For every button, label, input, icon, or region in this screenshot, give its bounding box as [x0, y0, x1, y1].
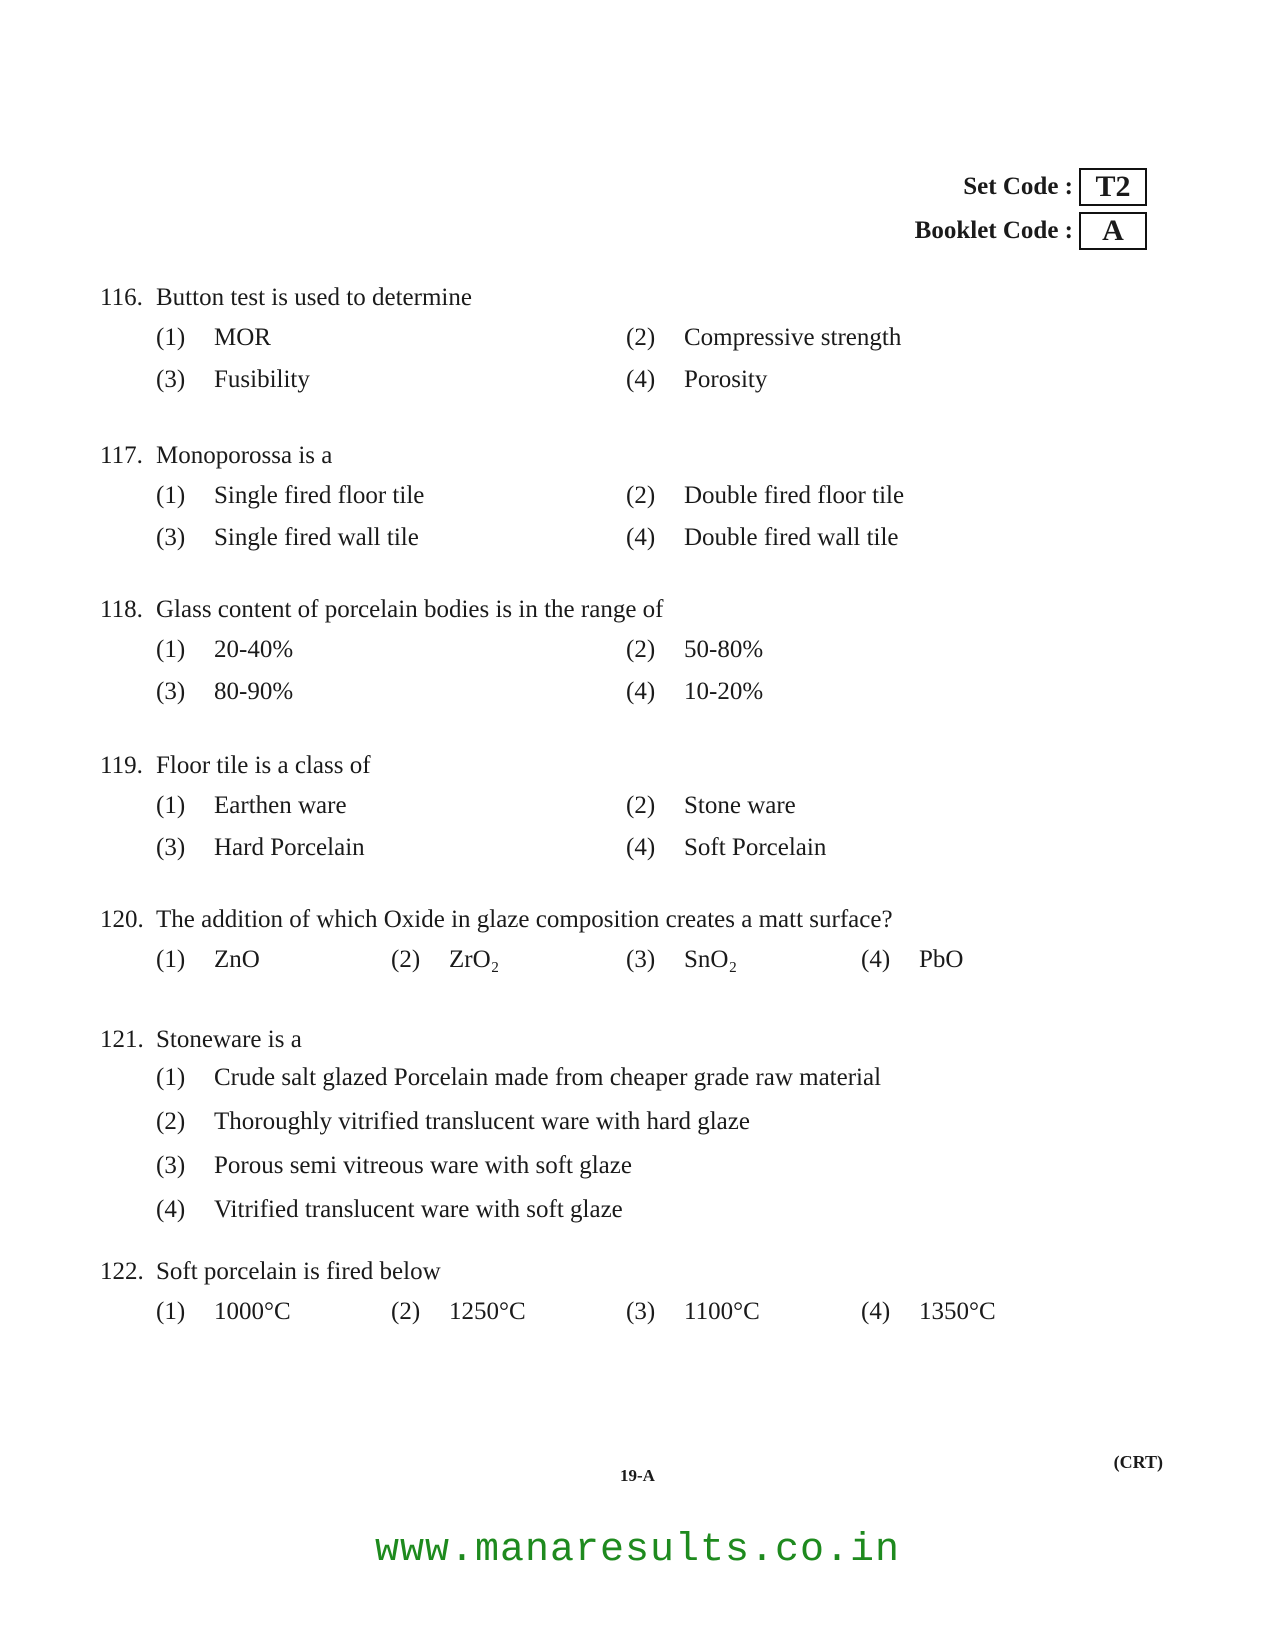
option-number: (2) — [391, 1298, 421, 1325]
question-text: Button test is used to determine — [156, 284, 472, 311]
option-number: (4) — [156, 1196, 186, 1223]
option — [626, 1298, 861, 1326]
option-number: (3) — [156, 1152, 186, 1179]
option — [156, 524, 626, 552]
option-number: (3) — [626, 946, 656, 973]
question-text: Stoneware is a — [156, 1026, 302, 1053]
option — [156, 678, 626, 706]
option — [156, 1152, 1150, 1180]
option-number: (1) — [156, 482, 186, 509]
options — [156, 636, 1150, 706]
question-118 — [100, 596, 1150, 706]
website-link[interactable]: www.manaresults.co.in — [374, 1528, 901, 1573]
options — [156, 1064, 1150, 1224]
set-code-row — [915, 165, 1147, 209]
question-text: Soft porcelain is fired below — [156, 1258, 441, 1285]
question-number: 117. — [100, 442, 143, 469]
option — [626, 366, 1096, 394]
option — [156, 324, 626, 352]
option-text: 1100°C — [684, 1298, 760, 1325]
subject-code: (CRT) — [1113, 1452, 1163, 1472]
option — [156, 366, 626, 394]
option-number: (1) — [156, 946, 186, 973]
option — [156, 1196, 1150, 1224]
question-text: Floor tile is a class of — [156, 752, 371, 779]
page-number: 19-A — [620, 1466, 655, 1485]
option — [861, 946, 1096, 974]
option-text: 10-20% — [684, 678, 764, 705]
option-text: Hard Porcelain — [214, 834, 365, 861]
question-number: 118. — [100, 596, 143, 623]
option-number: (1) — [156, 636, 186, 663]
option-number: (3) — [156, 366, 186, 393]
option-number: (2) — [156, 1108, 186, 1135]
option-text: Single fired floor tile — [214, 482, 425, 509]
option-number: (2) — [626, 324, 656, 351]
option-text: Porosity — [684, 366, 768, 393]
option-text: SnO₂ — [684, 946, 738, 973]
question-number: 121. — [100, 1026, 144, 1053]
booklet-code-label: Booklet Code : — [914, 217, 1073, 244]
question-text: The addition of which Oxide in glaze composition creates a matt surface? — [156, 906, 893, 933]
option-text: Porous semi vitreous ware with soft glaze — [214, 1152, 632, 1179]
option — [626, 792, 1096, 820]
options — [156, 946, 1150, 974]
option-text: Soft Porcelain — [684, 834, 827, 861]
option — [391, 946, 626, 974]
set-code-box: T2 — [1079, 168, 1147, 206]
option-text: Double fired floor tile — [684, 482, 905, 509]
question-116 — [100, 284, 1150, 394]
option-text: PbO — [919, 946, 964, 973]
option-number: (4) — [861, 1298, 891, 1325]
option — [391, 1298, 626, 1326]
question-119 — [100, 752, 1150, 862]
option — [861, 1298, 1096, 1326]
option-text: 1350°C — [919, 1298, 996, 1325]
option-text: 20-40% — [214, 636, 294, 663]
question-number: 116. — [100, 284, 143, 311]
option-number: (1) — [156, 1298, 186, 1325]
option — [626, 324, 1096, 352]
question-122 — [100, 1258, 1150, 1326]
question-120 — [100, 906, 1150, 974]
question-121 — [100, 1026, 1150, 1240]
option-text: Earthen ware — [214, 792, 347, 819]
set-code-label: Set Code : — [963, 173, 1073, 200]
option-number: (1) — [156, 1064, 186, 1091]
option — [156, 636, 626, 664]
options — [156, 792, 1150, 862]
option-text: Fusibility — [214, 366, 310, 393]
option — [626, 524, 1096, 552]
option-text: ZnO — [214, 946, 260, 973]
question-text: Monoporossa is a — [156, 442, 333, 469]
option — [156, 482, 626, 510]
option-text: MOR — [214, 324, 271, 351]
option-text: Crude salt glazed Porcelain made from cheaper grade raw material — [214, 1064, 882, 1091]
option — [156, 946, 391, 974]
booklet-code-row — [915, 209, 1147, 253]
question-number: 120. — [100, 906, 144, 933]
options — [156, 324, 1150, 394]
option-text: 1000°C — [214, 1298, 291, 1325]
option — [156, 834, 626, 862]
question-117 — [100, 442, 1150, 552]
option-text: 80-90% — [214, 678, 294, 705]
option-number: (4) — [626, 524, 656, 551]
option — [626, 678, 1096, 706]
option-text: 1250°C — [449, 1298, 526, 1325]
option-number: (2) — [626, 636, 656, 663]
option — [626, 482, 1096, 510]
question-text: Glass content of porcelain bodies is in the range of — [156, 596, 664, 623]
option-number: (3) — [156, 678, 186, 705]
option — [156, 1108, 1150, 1136]
option-number: (4) — [861, 946, 891, 973]
option — [626, 946, 861, 974]
code-block — [915, 165, 1147, 253]
booklet-code-box: A — [1079, 212, 1147, 250]
option-text: 50-80% — [684, 636, 764, 663]
option-text: Thoroughly vitrified translucent ware with hard glaze — [214, 1108, 750, 1135]
option-number: (2) — [626, 482, 656, 509]
option-text: Stone ware — [684, 792, 796, 819]
option-text: Compressive strength — [684, 324, 902, 351]
option-number: (4) — [626, 366, 656, 393]
option-number: (3) — [626, 1298, 656, 1325]
option-number: (1) — [156, 792, 186, 819]
option-number: (3) — [156, 524, 186, 551]
option — [156, 1298, 391, 1326]
options — [156, 1298, 1150, 1326]
option-text: Single fired wall tile — [214, 524, 419, 551]
option-number: (4) — [626, 678, 656, 705]
option — [626, 834, 1096, 862]
option-number: (2) — [391, 946, 421, 973]
option-number: (1) — [156, 324, 186, 351]
question-number: 122. — [100, 1258, 144, 1285]
question-number: 119. — [100, 752, 143, 779]
option-text: ZrO₂ — [449, 946, 500, 973]
option — [156, 1064, 1150, 1092]
option-number: (2) — [626, 792, 656, 819]
option-number: (3) — [156, 834, 186, 861]
option-number: (4) — [626, 834, 656, 861]
option-text: Double fired wall tile — [684, 524, 899, 551]
option — [626, 636, 1096, 664]
options — [156, 482, 1150, 552]
option — [156, 792, 626, 820]
option-text: Vitrified translucent ware with soft glaze — [214, 1196, 623, 1223]
